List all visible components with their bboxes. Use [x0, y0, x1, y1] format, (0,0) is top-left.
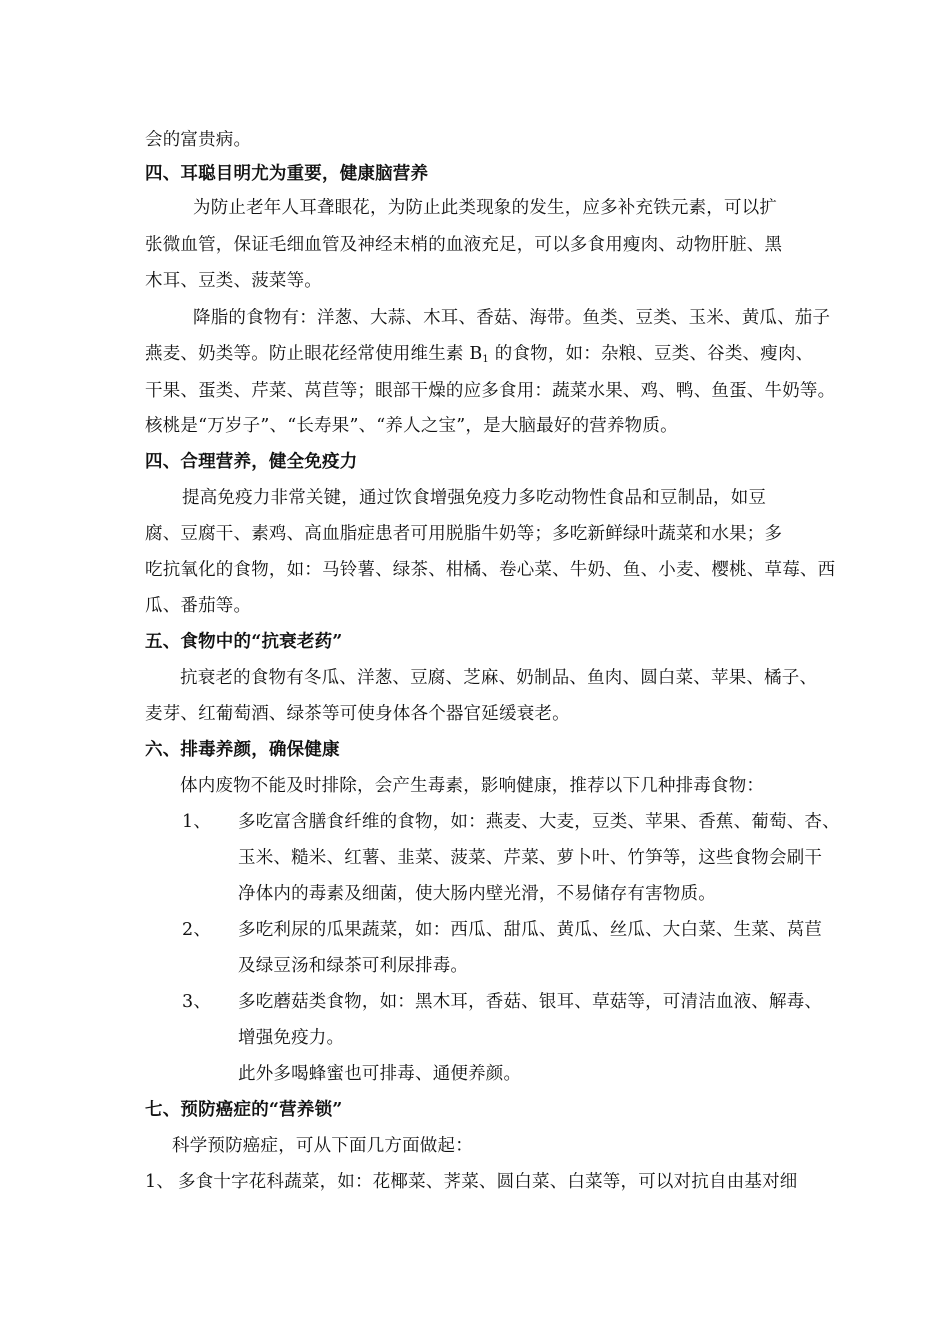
text-line: 腐、豆腐干、素鸡、高血脂症患者可用脱脂牛奶等；多吃新鲜绿叶蔬菜和水果；多 [145, 524, 783, 544]
text-segment: 的食物，如：杂粮、豆类、谷类、瘦肉、 [488, 344, 814, 364]
section-heading: 四、耳聪目明尤为重要，健康脑营养 [145, 164, 429, 184]
section-heading: 六、排毒养颜，确保健康 [145, 740, 340, 760]
text-line: 科学预防癌症，可从下面几方面做起： [172, 1136, 473, 1156]
list-item-text: 多吃蘑菇类食物，如：黑木耳，香菇、银耳、草菇等，可清洁血液、解毒、 [238, 992, 823, 1012]
list-number: 3、 [182, 992, 212, 1012]
text-line: 体内废物不能及时排除，会产生毒素，影响健康，推荐以下几种排毒食物： [180, 776, 765, 796]
text-line: 吃抗氧化的食物，如：马铃薯、绿茶、柑橘、卷心菜、牛奶、鱼、小麦、樱桃、草莓、西 [145, 560, 836, 580]
list-number: 1、 [182, 812, 212, 832]
list-item-text: 增强免疫力。 [238, 1028, 345, 1048]
subscript: 1 [482, 354, 489, 365]
text-line: 降脂的食物有：洋葱、大蒜、木耳、香菇、海带。鱼类、豆类、玉米、黄瓜、茄子 [193, 308, 831, 328]
text-line: 抗衰老的食物有冬瓜、洋葱、豆腐、芝麻、奶制品、鱼肉、圆白菜、苹果、橘子、 [180, 668, 818, 688]
text-line: 提高免疫力非常关键，通过饮食增强免疫力多吃动物性食品和豆制品，如豆 [182, 488, 767, 508]
section-heading: 五、食物中的“抗衰老药” [145, 632, 343, 652]
section-heading: 四、合理营养，健全免疫力 [145, 452, 358, 472]
text-line: 此外多喝蜂蜜也可排毒、通便养颜。 [238, 1064, 522, 1084]
text-line: 张微血管，保证毛细血管及神经末梢的血液充足，可以多食用瘦肉、动物肝脏、黑 [145, 235, 783, 255]
text-line: 干果、蛋类、芹菜、莴苣等；眼部干燥的应多食用：蔬菜水果、鸡、鸭、鱼蛋、牛奶等。 [145, 381, 836, 401]
list-item-text: 多吃利尿的瓜果蔬菜，如：西瓜、甜瓜、黄瓜、丝瓜、大白菜、生菜、莴苣 [238, 920, 823, 940]
section-heading: 七、预防癌症的“营养锁” [145, 1100, 343, 1120]
list-item-text: 多吃富含膳食纤维的食物，如：燕麦、大麦，豆类、苹果、香蕉、葡萄、杏、 [238, 812, 840, 832]
list-number: 2、 [182, 920, 212, 940]
text-line: 麦芽、红葡萄酒、绿茶等可使身体各个器官延缓衰老。 [145, 704, 570, 724]
list-item-text: 玉米、糙米、红薯、韭菜、菠菜、芹菜、萝卜叶、竹笋等，这些食物会刷干 [238, 848, 823, 868]
text-line: 核桃是“万岁子”、“长寿果”、“养人之宝”，是大脑最好的营养物质。 [145, 416, 678, 436]
text-segment: 燕麦、奶类等。防止眼花经常使用维生素 B [145, 344, 483, 364]
text-line: 瓜、番茄等。 [145, 596, 252, 616]
text-line [145, 342, 813, 372]
text-line: 木耳、豆类、菠菜等。 [145, 271, 322, 291]
list-item-text: 净体内的毒素及细菌，使大肠内壁光滑，不易储存有害物质。 [238, 884, 716, 904]
list-item-text: 及绿豆汤和绿茶可利尿排毒。 [238, 956, 469, 976]
list-item-text: 多食十字花科蔬菜，如：花椰菜、荠菜、圆白菜、白菜等，可以对抗自由基对细 [178, 1172, 798, 1192]
list-number: 1、 [145, 1172, 175, 1192]
text-line: 会的富贵病。 [145, 130, 252, 150]
text-line: 为防止老年人耳聋眼花，为防止此类现象的发生，应多补充铁元素，可以扩 [193, 198, 778, 218]
